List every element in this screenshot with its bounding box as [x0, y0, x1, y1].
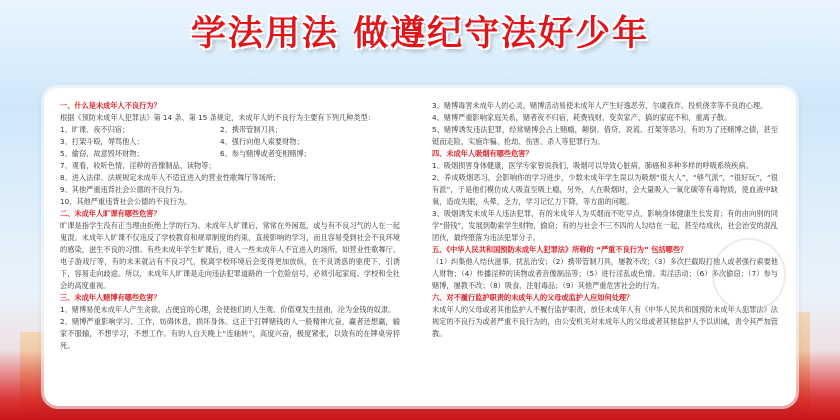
- paragraph: 3、吸烟诱发未成年人违法犯罪，有的未成年人为买烟而不吃早点，影响身体健康生长发育；有的由向别的同学“借钱”，发展到勒索学生财物，偷窃；有的与社会不三不四的人勾结在一起，甚至结成伙，社会治安的混乱团伙，最终堕落为违法犯罪分子。: [432, 209, 778, 242]
- list-two-col: [60, 124, 400, 160]
- section-heading-2: 二、未成年人旷课有哪些危害？: [60, 209, 161, 218]
- list-item: 6、参与赌博或者变相赌博；: [220, 149, 311, 158]
- paragraph: 2、养成吸烟恶习，会影响你的学习进步，少数未成年学生误以为吸烟“很大人”，“够气派”，“很好玩”，“很有派”，于是他们模仿成人吸直至吸上瘾，另外，人在吸烟时，会大量吸入一氧化碳等有毒物质，使血液中缺氧，造成失眠，头晕，乏力，学习记忆力下降，等方面的问题。: [432, 173, 778, 206]
- paragraph: （1）纠集他人结伙滋事，扰乱治安；（2）携带管制刀具，屡教不改；（3）多次拦截殴打他人或者强行索要他人财物；（4）传播淫秽的读物或者音像制品等；（5）进行淫乱或色情、卖淫活动；（6）多次偷窃；（7）参与赌博，屡教不改；（8）吸食、注射毒品；（9）其他严重危害社会的行为。: [432, 257, 778, 290]
- paragraph: 5、赌博诱发违法犯罪，经常赌博会占上赌瘾，颠倒、借贷、说谎、打架等恶习，有的为了还赌博之债，甚至铤而走险，实施诈骗、抢劫、伤害、杀人等犯罪行为。: [432, 125, 778, 146]
- paragraph: 未成年人的父母或者其他监护人不履行监护职责，放任未成年人有《中华人民共和国预防未成年人犯罪法》法规定的不良行为或者严重不良行为的，由公安机关对未成年人的父母或者其他监护人予以训诫，责令其严加管教。: [432, 305, 778, 338]
- list-item: 10、其他严重违背社会公德的不良行为。: [60, 197, 192, 206]
- list-item: 1、旷课、夜不归宿；: [60, 125, 130, 134]
- list-item: 9、其他严重违背社会公德的不良行为。: [60, 185, 187, 194]
- paragraph: 旷课是指学生没有正当理由拒绝上学的行为。未成年人旷课后，常常在外闲逛，或与有不良习气的人在一起鬼混。未成年人旷课不仅违反了学校教育和规章制度的约束，直接影响的学习，而且容易受到社会不良环境的感染，滋生不良的习惯。有些未成年学生旷课后，进入一些未成年人不宜进入的场所，如营业性歌舞厅、电子游戏厅等，有的未来就沾有不良习气，脱离学校环境后会变得更加放纵，在不良诱惑的驱使下，引诱下，容易走向歧途。所以，未成年人旷课是走向违法犯罪道路的一个危险信号，必须引起家庭、学校和全社会的高度重视。: [60, 221, 400, 290]
- section-heading-4: 四、未成年人吸烟有哪些危害？: [432, 149, 533, 158]
- paragraph: 根据《预防未成年人犯罪法》第 14 条、第 15 条规定，未成年人的不良行为主要有下列几种类型：: [60, 113, 375, 122]
- paragraph: 3、赌博毒害未成年人的心灵，赌博活动易使未成年人产生好逸恶劳、尔虞我诈、投机侥幸等不良的心理。: [432, 101, 768, 110]
- list-item: 8、进入法律、法规规定未成年人不适宜进入的营业性歌舞厅等场所；: [60, 173, 281, 182]
- paragraph: 1、赌博易使未成年人产生贪欲、占便宜的心理，会使他们的人生观、价值观发生扭曲，沦为金钱的奴隶。: [60, 305, 396, 314]
- section-heading-6: 六、对不履行监护职责的未成年人的父母或监护人应如何处理？: [432, 293, 634, 302]
- paragraph: 2、赌博严重影响学习、工作，妨碍休息，损坏身体。这正于打牌赌钱的人一般精神亢奋，赢者还想赢，输家不服输，不想学习，不想工作。有的人白天晚上“连轴转”，高度兴奋，极度紧张，以致有的在牌桌旁猝死。: [60, 317, 400, 350]
- list-item: 4、强行向他人索要财物；: [220, 137, 304, 146]
- paragraph: 1、吸烟损害身体健康，医学专家曾说我们，吸烟可以导致心脏病，肺癌和多种多样的呼吸系统疾病。: [432, 161, 753, 170]
- page-title: 学法用法 做遵纪守法好少年: [190, 14, 650, 54]
- list-item: 3、打架斗殴，辱骂他人；: [60, 137, 144, 146]
- section-heading-3: 三、未成年人赌博有哪些危害？: [60, 293, 161, 302]
- section-heading-1: 一、什么是未成年人不良行为？: [60, 101, 161, 110]
- list-item: 5、偷窃，故意毁坏财物；: [60, 149, 144, 158]
- list-item: 2、携带管制刀具；: [220, 125, 283, 134]
- left-column: [60, 100, 400, 352]
- paragraph: 4、赌博严重影响家庭关系，赌者夜不归宿，耗费钱财，变卖家产，搞的家庭不和，重离子散。: [432, 113, 732, 122]
- list-item: 7、观看，收听色情、淫秽的音像制品、读物等；: [60, 161, 216, 170]
- content-board: [44, 88, 796, 406]
- section-heading-5: 五、《中华人民共和国预防未成年人犯罪法》所称的 “严重不良行为” 包括哪些？: [432, 245, 688, 254]
